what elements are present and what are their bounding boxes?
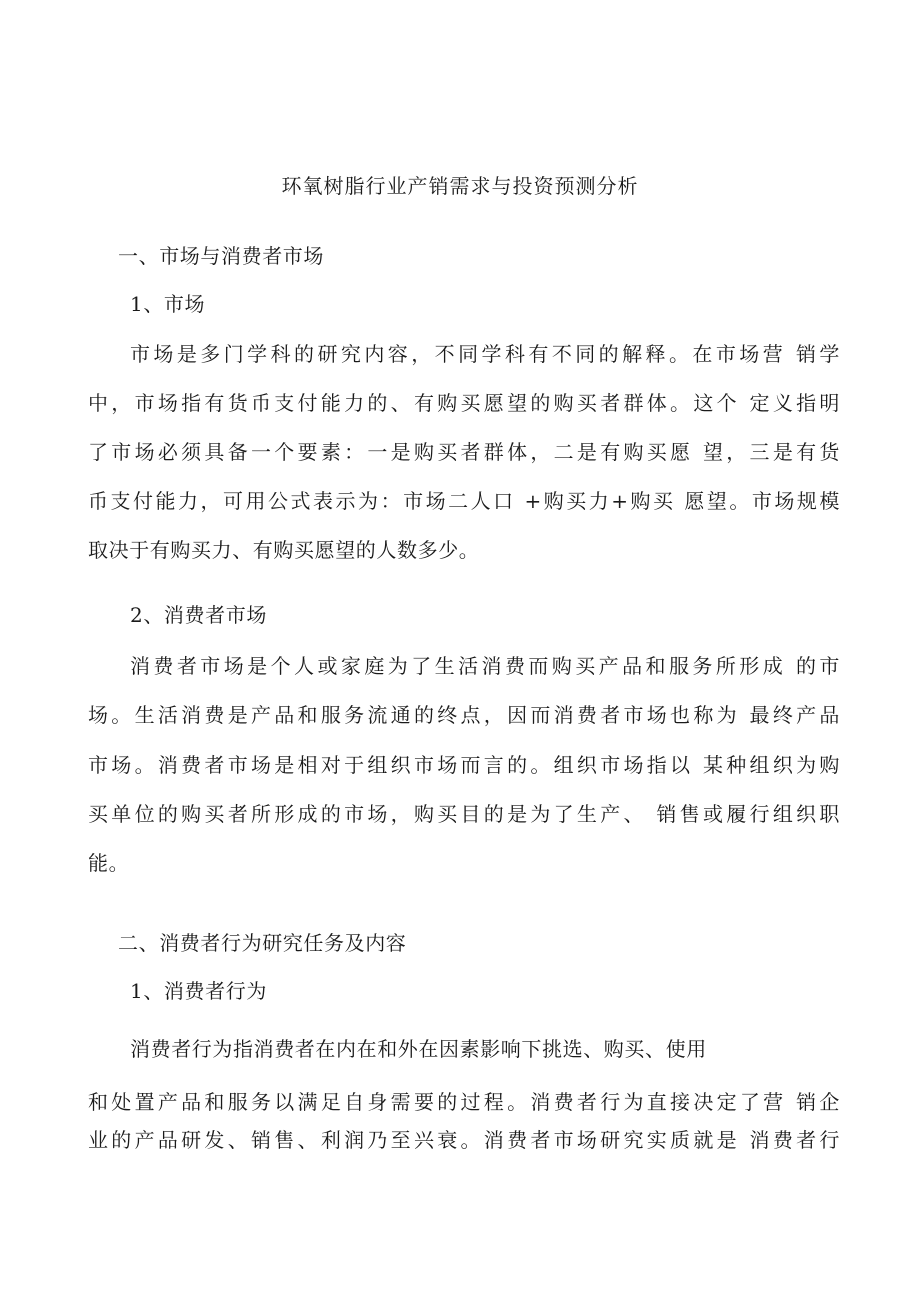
- paragraph-line: 场。生活消费是产品和服务流通的终点，因而消费者市场也称为 最终产品: [88, 703, 840, 727]
- paragraph-line: 和处置产品和服务以满足自身需要的过程。消费者行为直接决定了营 销企: [88, 1090, 840, 1114]
- section-1-2-heading: 2、消费者市场: [130, 603, 267, 627]
- section-2-heading: 二、消费者行为研究任务及内容: [118, 931, 407, 955]
- paragraph-line: 了市场必须具备一个要素：一是购买者群体，二是有购买愿 望，三是有货: [88, 440, 840, 464]
- paragraph-line: 币支付能力，可用公式表示为：市场二人口 +购买力+购买 愿望。市场规模: [88, 489, 840, 513]
- paragraph-line: 取决于有购买力、有购买愿望的人数多少。: [88, 538, 480, 562]
- paragraph-line: 能。: [88, 851, 130, 875]
- paragraph-line: 市场是多门学科的研究内容，不同学科有不同的解释。在市场营 销学: [130, 342, 840, 366]
- paragraph-line: 市场。消费者市场是相对于组织市场而言的。组织市场指以 某种组织为购: [88, 753, 840, 777]
- section-2-1-heading: 1、消费者行为: [130, 979, 267, 1003]
- paragraph-line: 消费者行为指消费者在内在和外在因素影响下挑选、购买、使用: [130, 1037, 707, 1061]
- paragraph-line: 消费者市场是个人或家庭为了生活消费而购买产品和服务所形成 的市: [130, 654, 840, 678]
- section-1-1-heading: 1、市场: [130, 292, 206, 316]
- paragraph-line: 买单位的购买者所形成的市场，购买目的是为了生产、 销售或履行组织职: [88, 802, 840, 826]
- paragraph-line: 中，市场指有货币支付能力的、有购买愿望的购买者群体。这个 定义指明: [88, 391, 840, 415]
- document-title: 环氧树脂行业产销需求与投资预测分析: [281, 174, 639, 198]
- section-1-heading: 一、市场与消费者市场: [118, 244, 324, 268]
- paragraph-line: 业的产品研发、销售、利润乃至兴衰。消费者市场研究实质就是 消费者行: [88, 1128, 840, 1152]
